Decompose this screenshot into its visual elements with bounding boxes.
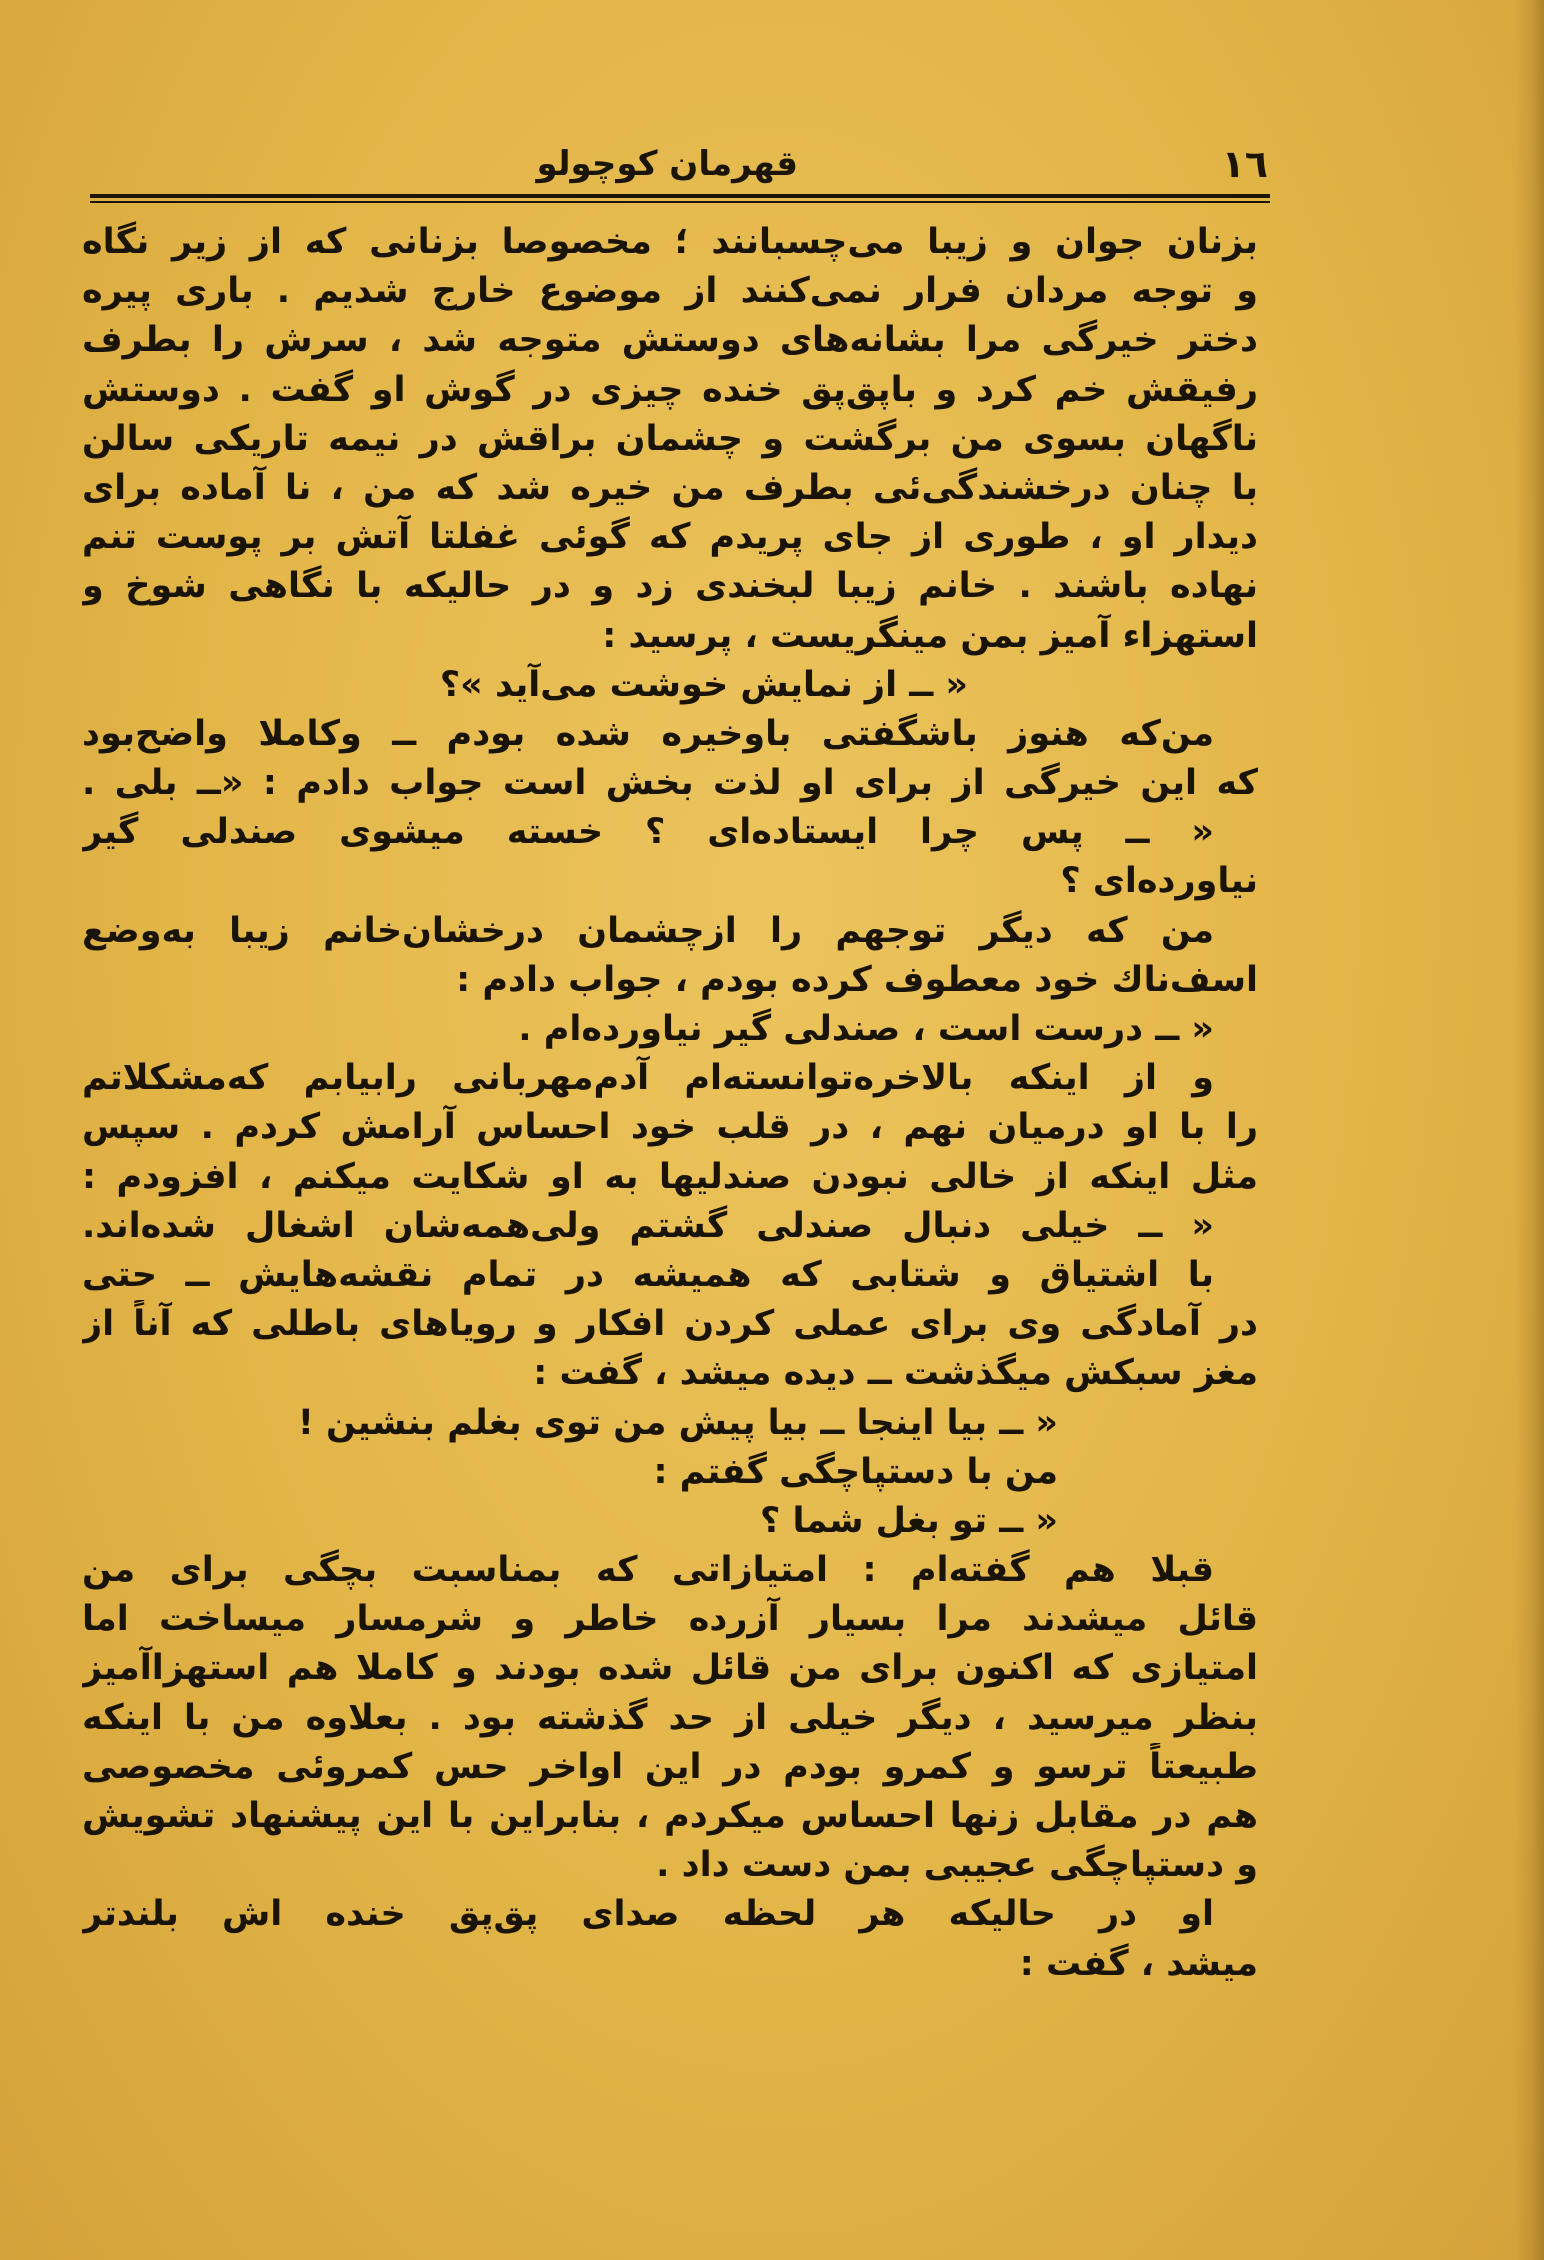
text-line: استهزاء آمیز بمن مینگریست ، پرسید : [602,615,1258,656]
text-line: او در حالیکه هر لحظه صدای پق‌پق خنده اش بلندتر [82,1894,1214,1935]
text-line: قائل میشدند مرا بسیار آزرده خاطر و شرمسار میساخت اما [82,1599,1258,1640]
text-line: و از اینکه بالاخره‌توانسته‌ام آدم‌مهربانی رابیابم که‌مشکلاتم [82,1058,1214,1099]
page-number: ١٦ [1221,142,1268,186]
text-line: مغز سبکش میگذشت ــ دیده میشد ، گفت : [533,1353,1258,1394]
running-title: قهرمان کوچولو [536,144,798,184]
text-line: رفیقش خم کرد و باپق‌پق خنده چیزی در گوش او گفت . دوستش [82,369,1258,410]
text-line: اسف‌ناك خود معطوف كرده بودم ، جواب دادم : [456,959,1258,1000]
text-line: من‌که هنوز باشگفتی باوخیره شده بودم ــ وکاملا واضح‌بود [82,713,1214,754]
header-rule-thin [90,201,1270,203]
text-line: طبیعتاً ترسو و کمرو بودم در این اواخر حس کمروئی مخصوصی [82,1746,1258,1787]
dialogue-line: « ــ تو بغل شما ؟ [759,1500,1058,1541]
dialogue-line: « ــ از نمایش خوشت می‌آید »؟ [439,664,968,705]
text-line: در آمادگی وی برای عملی کردن افکار و رویاهای باطلی که آناً از [82,1304,1258,1345]
text-line: من که دیگر توجهم را ازچشمان درخشان‌خانم زیبا به‌وضع [82,910,1214,951]
text-line: میشد ، گفت : [1019,1943,1258,1984]
dialogue-line: « ــ درست است ، صندلی گیر نیاورده‌ام . [518,1009,1214,1049]
text-line: و توجه مردان فرار نمی‌کنند از موضوع خارج شدیم . باری پیره [82,271,1258,312]
dialogue-line: « ــ پس چرا ایستاده‌ای ؟ خسته میشوی صندلی گیر [82,812,1214,853]
page-edge-shadow [1514,0,1544,2260]
header-rule-thick [90,194,1270,198]
text-line: مثل اینکه از خالی نبودن صندلیها به او شکایت میکنم ، افزودم : [82,1156,1258,1197]
text-line: و دستپاچگی عجیبی بمن دست داد . [656,1845,1258,1886]
body-text [82,218,1258,1989]
text-line: با چنان درخشندگی‌ئی بطرف من خیره شد که من ، نا آماده برای [82,467,1258,508]
text-line: بنظر میرسید ، دیگر خیلی از حد گذشته بود . بعلاوه من با اینکه [82,1697,1258,1738]
text-line: نهاده باشند . خانم زیبا لبخندی زد و در حالیکه با نگاهی شوخ و [82,566,1258,607]
text-line: بزنان جوان و زیبا می‌چسبانند ؛ مخصوصا بزنانی که از زیر نگاه [82,222,1258,262]
text-line: دیدار او ، طوری از جای پریدم که گوئی غفلتا آتش بر پوست تنم [82,517,1258,558]
text-line: قبلا هم گفته‌ام : امتیازاتی که بمناسبت بچگی برای من [82,1550,1214,1591]
dialogue-line: « ــ بیا اینجا ــ بیا پیش من توی بغلم بنشین ! [297,1402,1058,1443]
text-line: نیاورده‌ای ؟ [1060,861,1258,902]
text-line: ناگهان بسوی من برگشت و چشمان براقش در نیمه تاریکی سالن [82,418,1258,459]
text-line: هم در مقابل زنها احساس میکردم ، بنابراین با این پیشنهاد تشویش [82,1796,1258,1836]
text-line: من با دستپاچگی گفتم : [653,1451,1058,1492]
text-line: را با او درمیان نهم ، در قلب خود احساس آرامش کردم . سپس [82,1107,1258,1148]
text-line: امتیازی که اکنون برای من قائل شده بودند و کاملا هم استهزاآمیز [82,1648,1258,1689]
dialogue-line: « ــ خیلی دنبال صندلی گشتم ولی‌همه‌شان اشغال شده‌اند. [82,1205,1214,1246]
text-line: با اشتیاق و شتابی که همیشه در تمام نقشه‌هایش ــ حتی [82,1254,1214,1295]
text-line: که این خیرگی از برای او لذت بخش است جواب دادم : «ــ بلی . [82,763,1258,804]
text-line: دختر خیرگی مرا بشانه‌های دوستش متوجه شد ، سرش را بطرف [82,320,1258,361]
page-header [88,138,1268,190]
